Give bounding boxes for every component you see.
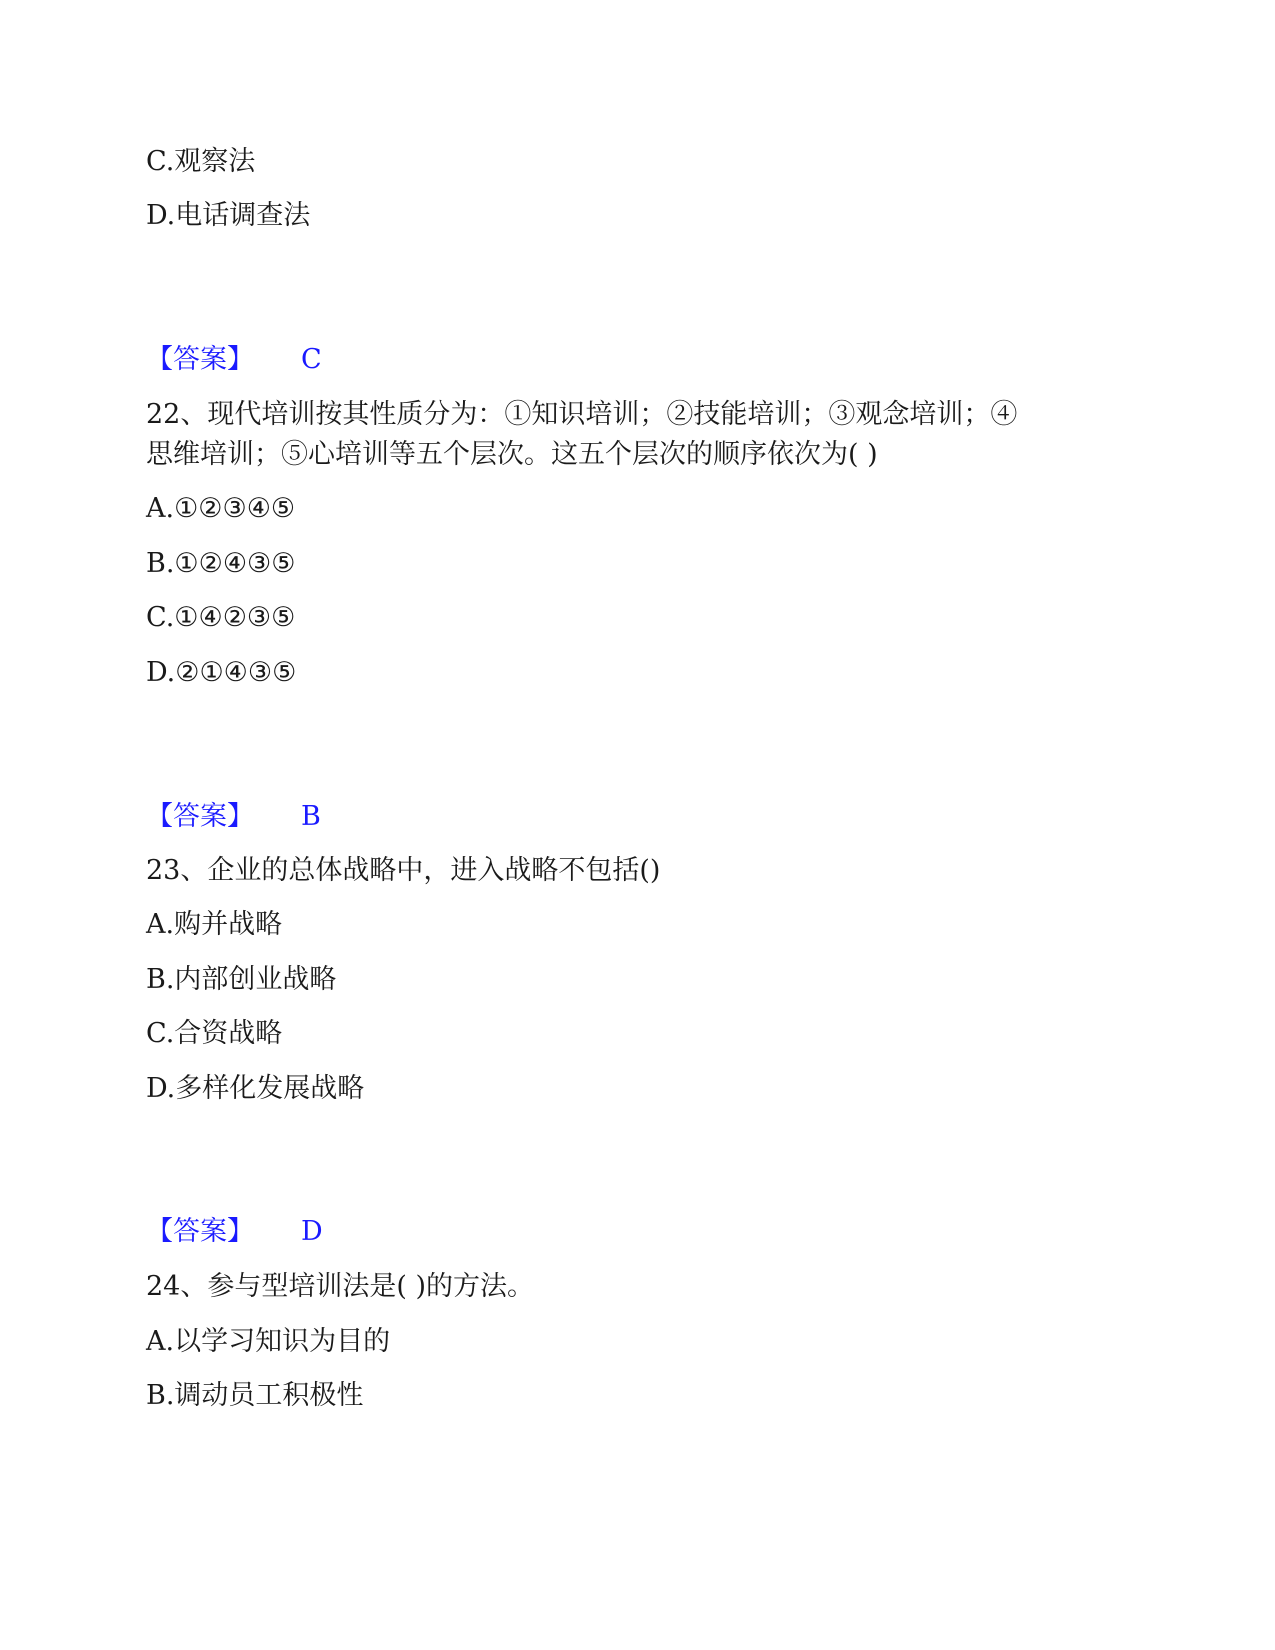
option-c: C.①④②③⑤ — [146, 602, 296, 633]
answer-value: C — [301, 344, 322, 375]
option-a: A.以学习知识为目的 — [146, 1326, 391, 1357]
option-d: D.电话调查法 — [146, 200, 311, 231]
answer-label: 【答案】 — [146, 344, 254, 375]
question-stem: 24、参与型培训法是( )的方法。 — [146, 1271, 535, 1302]
option-a: A.①②③④⑤ — [146, 493, 296, 524]
option-c: C.合资战略 — [146, 1018, 283, 1049]
option-d: D.②①④③⑤ — [146, 657, 297, 688]
answer-row — [146, 797, 321, 837]
answer-row — [146, 1212, 323, 1252]
question-stem-line: 思维培训；⑤心培训等五个层次。这五个层次的顺序依次为( ) — [146, 439, 878, 470]
option-a: A.购并战略 — [146, 909, 283, 940]
option-b: B.①②④③⑤ — [146, 548, 296, 579]
question-stem-line: 22、现代培训按其性质分为：①知识培训；②技能培训；③观念培训；④ — [146, 399, 1018, 430]
answer-label: 【答案】 — [146, 801, 254, 832]
answer-row — [146, 340, 322, 380]
answer-label: 【答案】 — [146, 1216, 254, 1247]
option-c: C.观察法 — [146, 146, 256, 177]
question-stem: 23、企业的总体战略中，进入战略不包括() — [146, 855, 661, 886]
answer-value: D — [301, 1216, 323, 1247]
option-d: D.多样化发展战略 — [146, 1073, 365, 1104]
answer-value: B — [301, 801, 321, 832]
option-b: B.内部创业战略 — [146, 964, 337, 995]
option-b: B.调动员工积极性 — [146, 1380, 364, 1411]
